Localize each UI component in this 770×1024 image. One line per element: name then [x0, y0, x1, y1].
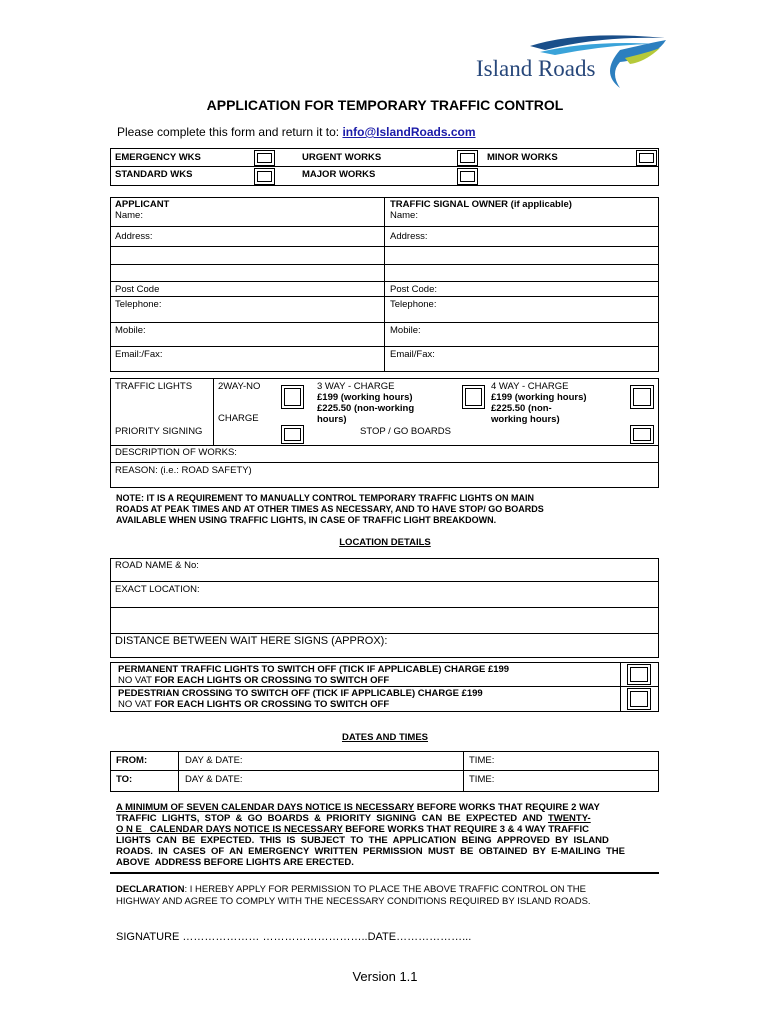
minor-works-checkbox[interactable] [636, 150, 657, 166]
two-way-charge-label: CHARGE [218, 413, 259, 424]
three-way-l4: hours) [317, 414, 347, 425]
three-way-l2: £199 (working hours) [317, 392, 413, 403]
road-name-label: ROAD NAME & No: [115, 560, 199, 571]
pedestrian-no-vat: NO VAT [118, 699, 155, 710]
permanent-lights-line-2 [118, 675, 389, 686]
to-day-date-label: DAY & DATE: [185, 774, 243, 785]
signature-label: SIGNATURE [116, 931, 180, 943]
declaration-line-2: HIGHWAY AND AGREE TO COMPLY WITH THE NECESSARY CONDITIONS REQUIRED BY ISLAND ROADS. [116, 896, 591, 907]
minor-works-label: MINOR WORKS [487, 152, 558, 163]
logo-text: Island Roads [476, 56, 596, 81]
pedestrian-crossing-line-1: PEDESTRIAN CROSSING TO SWITCH OFF (TICK IF APPLICABLE) CHARGE £199 [118, 688, 483, 699]
dates-heading: DATES AND TIMES [341, 732, 429, 743]
applicant-mobile: Mobile: [115, 325, 146, 336]
from-day-date-label: DAY & DATE: [185, 755, 243, 766]
notice-twenty: TWENTY- [547, 813, 591, 824]
permanent-no-vat: NO VAT [118, 675, 155, 686]
four-way-l2: £199 (working hours) [491, 392, 587, 403]
notice-line-6: ABOVE ADDRESS BEFORE LIGHTS ARE ERECTED. [116, 857, 354, 868]
declaration-label: DECLARATION [116, 884, 185, 895]
reason-label: REASON: (i.e.: ROAD SAFETY) [115, 465, 252, 476]
three-way-l3: £225.50 (non-working [317, 403, 415, 414]
note-line-2: ROADS AT PEAK TIMES AND AT OTHER TIMES AS NECESSARY, AND TO HAVE STOP/ GO BOARDS [116, 504, 544, 514]
applicant-name: Name: [115, 210, 143, 221]
pedestrian-each-lights: FOR EACH LIGHTS OR CROSSING TO SWITCH OFF [154, 699, 390, 710]
exact-location-label: EXACT LOCATION: [115, 584, 200, 595]
major-works-label: MAJOR WORKS [302, 169, 376, 180]
owner-telephone: Telephone: [390, 299, 437, 310]
to-time-label: TIME: [469, 774, 495, 785]
stop-go-checkbox[interactable] [630, 425, 654, 444]
four-way-checkbox[interactable] [630, 385, 654, 409]
priority-signing-checkbox[interactable] [281, 425, 304, 444]
standard-wks-label: STANDARD WKS [115, 169, 193, 180]
notice-twenty-one-days: O N E CALENDAR DAYS NOTICE IS NECESSARY [116, 824, 343, 835]
major-works-checkbox[interactable] [457, 168, 478, 185]
notice-paragraph [116, 802, 625, 868]
signature-line [116, 931, 471, 943]
two-way-checkbox[interactable] [281, 385, 304, 409]
note-line-3: AVAILABLE WHEN USING TRAFFIC LIGHTS, IN CASE OF TRAFFIC LIGHT BREAKDOWN. [116, 515, 497, 525]
applicant-heading: APPLICANT [115, 199, 170, 210]
owner-address: Address: [390, 231, 428, 242]
intro-line [117, 125, 476, 139]
three-way-checkbox[interactable] [462, 385, 485, 409]
traffic-lights-label: TRAFFIC LIGHTS [115, 381, 193, 392]
standard-wks-checkbox[interactable] [254, 168, 275, 185]
notice-seven-days: A MINIMUM OF SEVEN CALENDAR DAYS NOTICE IS NECESSARY [116, 802, 415, 813]
island-roads-logo [470, 28, 670, 98]
emergency-wks-label: EMERGENCY WKS [115, 152, 201, 163]
note-line-1: NOTE: IT IS A REQUIREMENT TO MANUALLY CONTROL TEMPORARY TRAFFIC LIGHTS ON MAIN [116, 493, 535, 503]
notice-line-3 [116, 824, 625, 835]
notice-line-3-rest: BEFORE WORKS THAT REQUIRE 3 & 4 WAY TRAFFIC [342, 824, 589, 835]
urgent-works-label: URGENT WORKS [302, 152, 382, 163]
signature-date-dots[interactable]: ………………… ………………………..DATE………………... [179, 931, 472, 943]
owner-postcode: Post Code: [390, 284, 437, 295]
to-label: TO: [116, 774, 133, 785]
notice-line-2 [116, 813, 625, 824]
applicant-telephone: Telephone: [115, 299, 162, 310]
contact-email-link[interactable]: info@IslandRoads.com [342, 125, 476, 139]
applicant-postcode: Post Code [115, 284, 160, 295]
declaration-text-1: : I HEREBY APPLY FOR PERMISSION TO PLACE THE ABOVE TRAFFIC CONTROL ON THE [184, 884, 587, 895]
from-time-label: TIME: [469, 755, 495, 766]
notice-line-1-rest: BEFORE WORKS THAT REQUIRE 2 WAY [414, 802, 600, 813]
pedestrian-crossing-checkbox[interactable] [627, 688, 651, 710]
form-title: APPLICATION FOR TEMPORARY TRAFFIC CONTROL [206, 97, 564, 113]
location-heading: LOCATION DETAILS [339, 537, 431, 548]
notice-line-2-text: TRAFFIC LIGHTS, STOP & GO BOARDS & PRIORITY SIGNING CAN BE EXPECTED AND [116, 813, 548, 824]
priority-signing-label: PRIORITY SIGNING [115, 426, 203, 437]
notice-line-4: LIGHTS CAN BE EXPECTED. THIS IS SUBJECT TO THE APPLICATION BEING APPROVED BY ISLAND [116, 835, 609, 846]
emergency-wks-checkbox[interactable] [254, 150, 275, 166]
four-way-l4: working hours) [491, 414, 560, 425]
owner-email-fax: Email/Fax: [390, 349, 435, 360]
permanent-lights-checkbox[interactable] [627, 664, 651, 685]
two-way-label: 2WAY-NO [218, 381, 261, 392]
four-way-l3: £225.50 (non- [491, 403, 552, 414]
four-way-l1: 4 WAY - CHARGE [491, 381, 569, 392]
permanent-lights-line-1: PERMANENT TRAFFIC LIGHTS TO SWITCH OFF (TICK IF APPLICABLE) CHARGE £199 [118, 664, 510, 675]
urgent-works-checkbox[interactable] [457, 150, 478, 166]
applicant-address: Address: [115, 231, 153, 242]
from-label: FROM: [116, 755, 148, 766]
description-of-works-label: DESCRIPTION OF WORKS: [115, 447, 237, 458]
owner-name: Name: [390, 210, 418, 221]
owner-mobile: Mobile: [390, 325, 421, 336]
permanent-each-lights: FOR EACH LIGHTS OR CROSSING TO SWITCH OFF [154, 675, 390, 686]
distance-label: DISTANCE BETWEEN WAIT HERE SIGNS (APPROX): [115, 635, 388, 647]
owner-heading: TRAFFIC SIGNAL OWNER (if applicable) [390, 199, 572, 210]
declaration-line-1 [116, 884, 591, 896]
declaration [116, 884, 591, 908]
notice-line-5: ROADS. IN CASES OF AN EMERGENCY WRITTEN PERMISSION MUST BE OBTAINED BY E-MAILING THE [116, 846, 625, 857]
notice-divider [110, 872, 659, 874]
pedestrian-crossing-line-2 [118, 699, 389, 710]
notice-line-1 [116, 802, 625, 813]
version-label: Version 1.1 [352, 969, 418, 984]
applicant-email-fax: Email:/Fax: [115, 349, 163, 360]
three-way-l1: 3 WAY - CHARGE [317, 381, 395, 392]
stop-go-label: STOP / GO BOARDS [360, 426, 451, 437]
intro-text: Please complete this form and return it to: [117, 125, 343, 139]
